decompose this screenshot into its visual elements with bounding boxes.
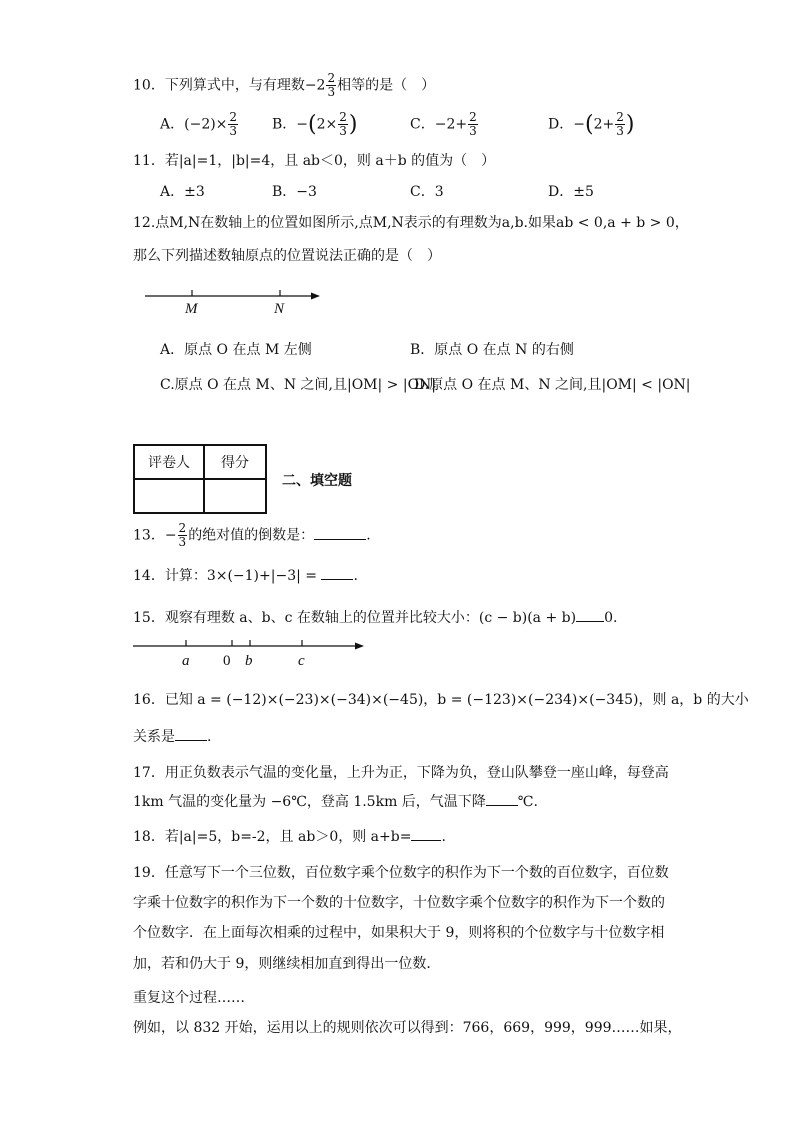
- q16-answer-blank[interactable]: [175, 726, 207, 741]
- q11-option-a[interactable]: A．±3: [160, 184, 205, 200]
- q12-label-m: M: [185, 301, 198, 317]
- q18: 18．若|a|=5，b=-2，且 ab＞0，则 a+b= .: [133, 826, 446, 846]
- q15-label-a: a: [182, 653, 190, 669]
- q12-option-b[interactable]: B．原点 O 在点 N 的右侧: [410, 342, 574, 358]
- q12-stem-line1: 12.点M,N在数轴上的位置如图所示,点M,N表示的有理数为a,b.如果ab < 0,a + b > 0，: [133, 215, 689, 231]
- q19-line2: 字乘十位数字的积作为下一个数的十位数字，十位数字乘个位数字的积作为下一个数的: [133, 895, 665, 911]
- q10-option-b[interactable]: B．−(2× $\frac{2}{3}$ ): [272, 110, 358, 138]
- q12-option-a[interactable]: A．原点 O 在点 M 左侧: [160, 342, 312, 358]
- q11-option-b[interactable]: B．−3: [272, 184, 317, 200]
- q15: 15．观察有理数 a、b、c 在数轴上的位置并比较大小：(c − b)(a + b) 0.: [133, 607, 617, 627]
- q19-line3: 个位数字．在上面每次相乘的过程中，如果积大于 9，则将积的个位数字与十位数字相: [133, 925, 665, 941]
- q16-line2: 关系是 .: [133, 726, 211, 746]
- q10-stem-suffix: 相等的是（ ）: [337, 77, 436, 94]
- q10-stem-number: −2: [304, 77, 326, 94]
- q10-option-a[interactable]: A．(−2)× $\frac{2}{3}$: [160, 110, 238, 138]
- q12-option-d[interactable]: D.原点 O 在点 M、N 之间,且|OM| < |ON|: [414, 377, 691, 393]
- q15-axis-arrow: [355, 643, 364, 650]
- q13: 13．− $\frac{2}{3}$ 的绝对值的倒数是： .: [133, 521, 371, 549]
- q11-stem: 11．若|a|=1，|b|=4，且 ab＜0，则 a＋b 的值为（ ）: [133, 153, 496, 169]
- q11-option-d[interactable]: D．±5: [548, 184, 594, 200]
- q12-stem-line2: 那么下列描述数轴原点的位置说法正确的是（ ）: [133, 248, 441, 264]
- q17-line2: 1km 气温的变化量为 −6℃，登高 1.5km 后，气温下降 ℃.: [133, 791, 538, 811]
- score-box-reviewer-header: 评卷人: [134, 445, 204, 479]
- q12-option-c[interactable]: C.原点 O 在点 M、N 之间,且|OM| > |ON|: [160, 377, 437, 393]
- q10-stem-fraction: $\frac{2}{3}$: [327, 71, 336, 99]
- q15-label-b: b: [245, 653, 253, 669]
- q14: 14．计算：3×(−1)+|−3| = .: [133, 565, 358, 585]
- q11-option-c[interactable]: C．3: [410, 184, 444, 200]
- q18-answer-blank[interactable]: [411, 826, 441, 841]
- q15-label-c: c: [298, 653, 305, 669]
- q17-answer-blank[interactable]: [486, 791, 518, 806]
- q15-label-zero: 0: [223, 653, 231, 669]
- q19-line5: 重复这个过程……: [133, 990, 245, 1006]
- score-box-score-header: 得分: [204, 445, 266, 479]
- q17-line1: 17．用正负数表示气温的变化量，上升为正，下降为负，登山队攀登一座山峰，每登高: [133, 765, 669, 781]
- q16-line1: 16．已知 a = (−12)×(−23)×(−34)×(−45)，b = (−123)×(−234)×(−345)，则 a，b 的大小: [133, 692, 749, 708]
- section-title: 二、填空题: [282, 473, 352, 489]
- q10-stem-prefix: 10．下列算式中，与有理数: [133, 77, 305, 94]
- q10-option-d[interactable]: D．−(2+ $\frac{2}{3}$ ): [548, 110, 635, 138]
- q19-line6: 例如，以 832 开始，运用以上的规则依次可以得到：766，669，999，999……如果，: [133, 1020, 682, 1036]
- q19-line1: 19．任意写下一个三位数，百位数字乘个位数字的积作为下一个数的百位数字，百位数: [133, 865, 669, 881]
- q19-line4: 加，若和仍大于 9，则继续相加直到得出一位数．: [133, 956, 441, 972]
- q12-label-n: N: [274, 301, 285, 317]
- q10-option-c[interactable]: C．−2+ $\frac{2}{3}$: [410, 110, 477, 138]
